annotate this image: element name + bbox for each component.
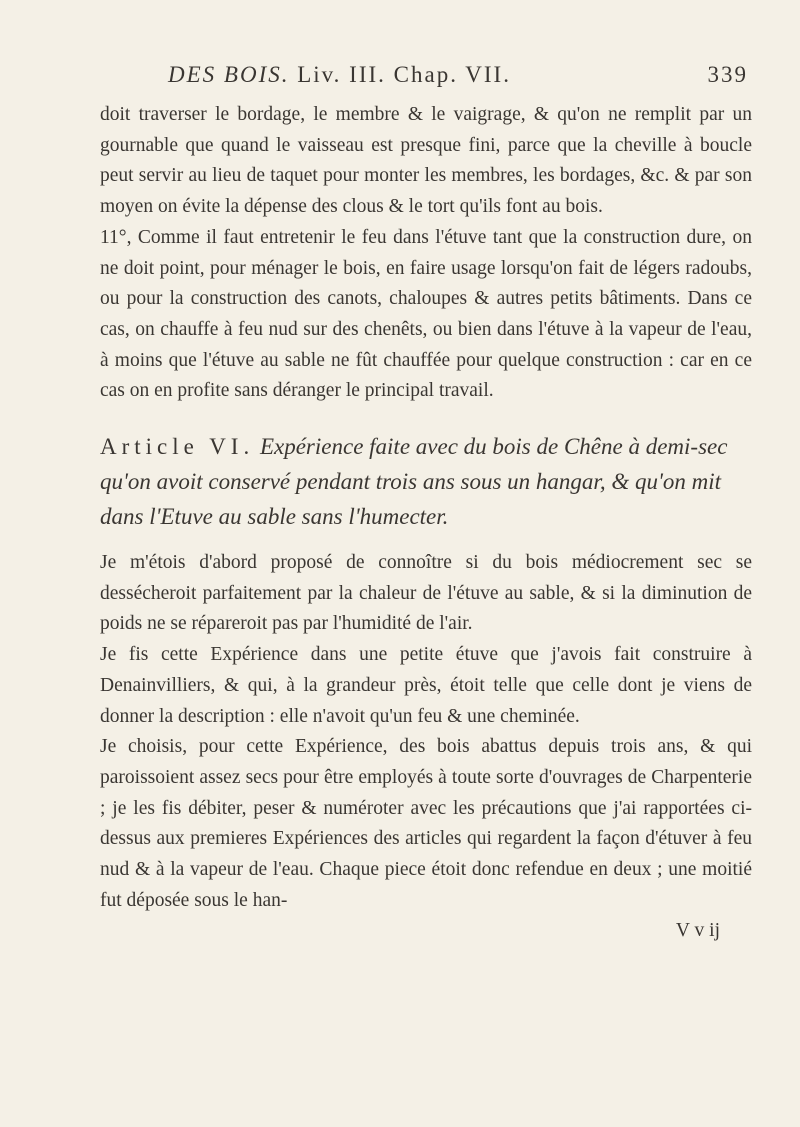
body-paragraph: Je fis cette Expérience dans une petite étuve que j'avois fait construire à Denainvilliers, & qui, à la grandeur près, étoit telle que celle dont je viens de donner la description : elle n'avoit qu'un feu & une cheminée. <box>100 644 752 727</box>
running-head-chapter: Liv. III. Chap. VII. <box>297 62 511 87</box>
body-paragraph: Je m'étois d'abord proposé de connoître si du bois médiocrement sec se dessécheroit parfaitement par la chaleur de l'étuve au sable, & si la diminution de poids ne se répareroit pas par l'humidité de l'air. <box>100 552 752 635</box>
paragraph-point-11: 11°, Comme il faut entretenir le feu dans l'étuve tant que la construction dure, on ne doit point, pour ménager le bois, en faire usage lorsqu'on fait de légers radoubs, ou pour la construction des canots, chaloupes & autres petits bâtiments. Dans ce cas, on chauffe à feu nud sur des chenêts, ou bien dans l'étuve à la vapeur de l'eau, à moins que l'étuve au sable ne fût chauffée pour quelque construction : car en ce cas on en profite sans déranger le principal travail. <box>100 226 752 402</box>
article-title: Expérience faite avec du bois de Chêne à demi-sec qu'on avoit conservé pendant trois ans sous un hangar, & qu'on mit dans l'Etuve au sable sans l'humecter. <box>100 434 728 530</box>
page-number: 339 <box>707 62 748 87</box>
article-heading <box>100 429 752 534</box>
article-label: Article VI. <box>100 434 255 460</box>
running-head <box>168 62 748 92</box>
paragraph-continuation: doit traverser le bordage, le membre & le vaigrage, & qu'on ne remplit par un gournable que quand le vaisseau est presque fini, parce que la cheville à boucle peut servir au lieu de taquet pour monter les membres, les bordages, &c. & par son moyen on évite la dépense des clous & le tort qu'ils font au bois. <box>100 104 752 218</box>
text-block <box>100 100 752 947</box>
signature-mark: V v ij <box>675 920 720 942</box>
body-paragraph: Je choisis, pour cette Expérience, des bois abattus depuis trois ans, & qui paroissoient assez secs pour être employés à toute sorte d'ouvrages de Charpenterie ; je les fis débiter, peser & numéroter avec les précautions que j'ai rapportées ci-dessus aux premieres Expériences des articles qui regardent la façon d'étuver à feu nud & à la vapeur de l'eau. Chaque piece étoit donc refendue en deux ; une moitié fut déposée sous le han- <box>100 736 752 911</box>
running-head-title: DES BOIS. <box>168 62 290 87</box>
